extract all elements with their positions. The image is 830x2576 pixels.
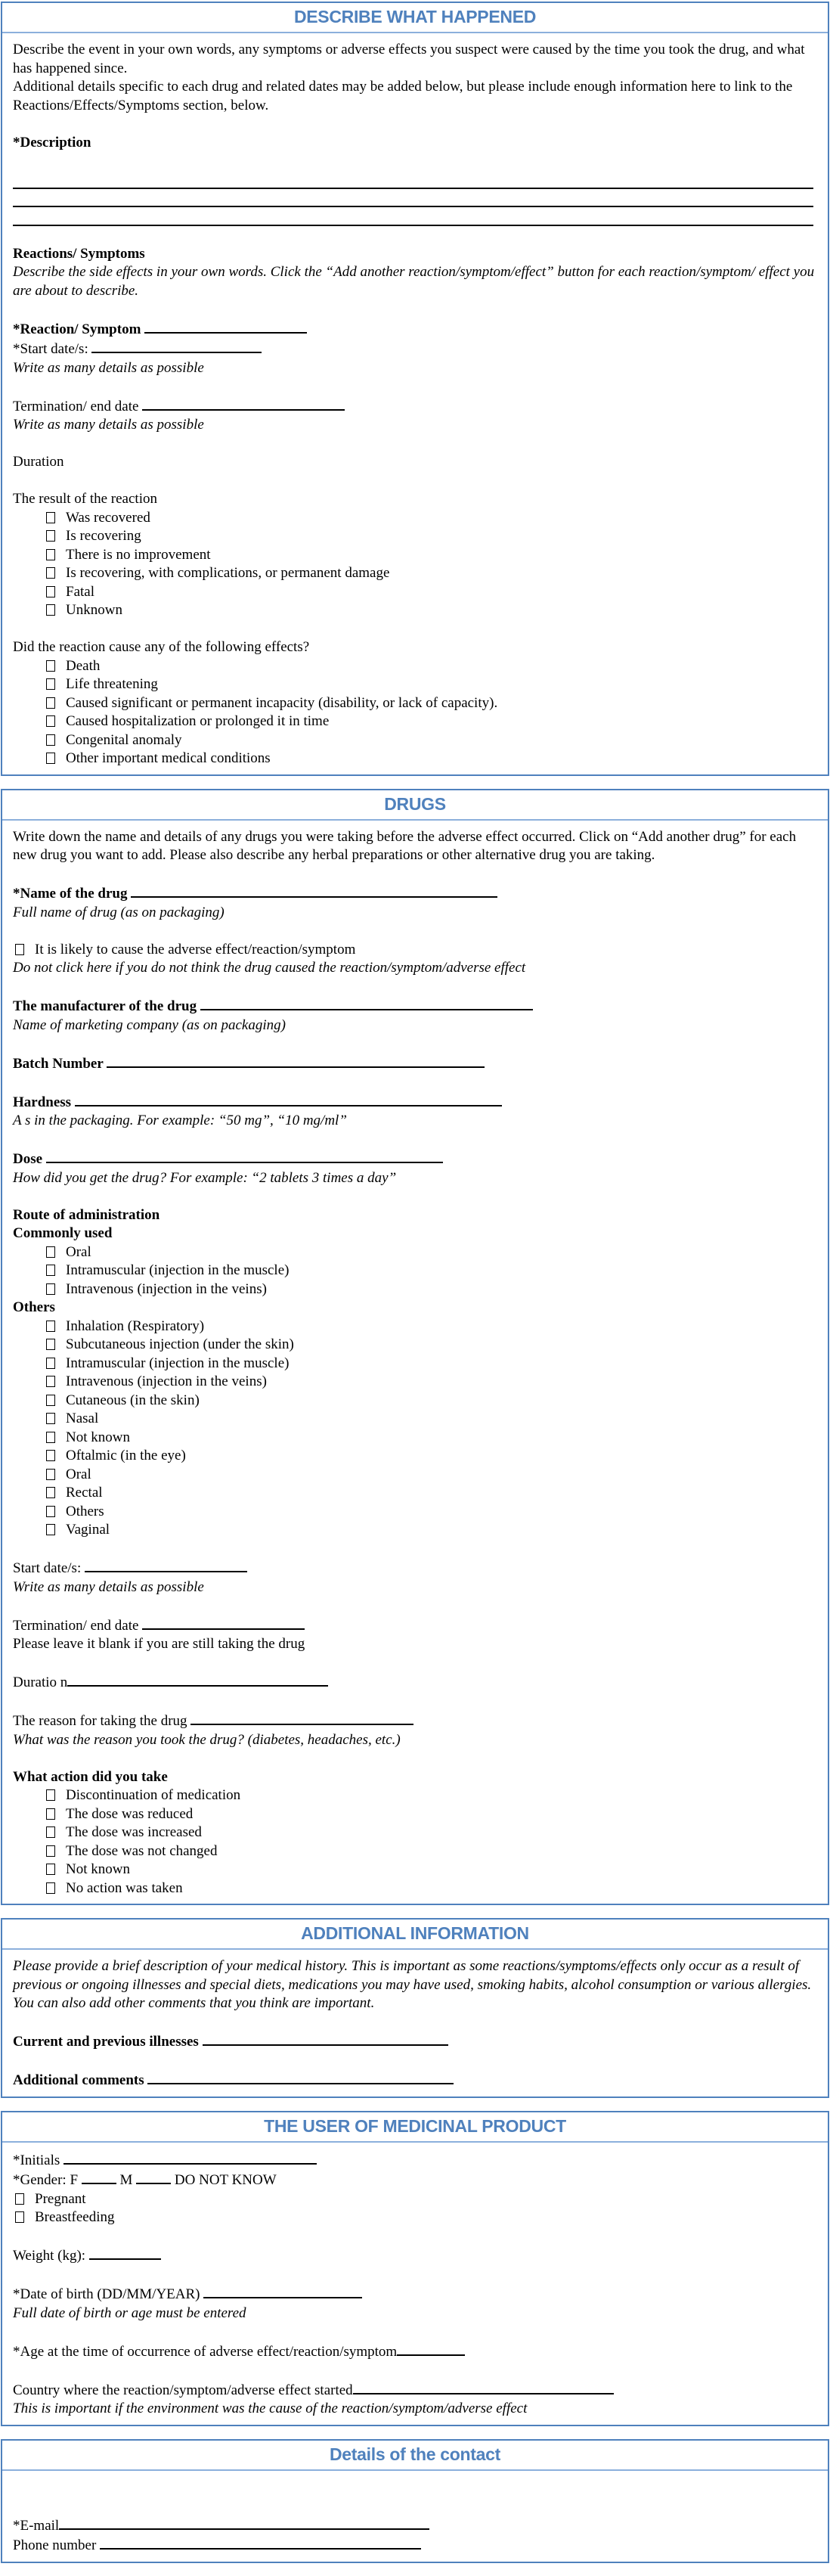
field-label: Duration <box>13 454 64 470</box>
checkbox-icon[interactable] <box>46 1413 55 1424</box>
form-line <box>13 416 817 435</box>
checkbox-label: Oral <box>66 1243 91 1260</box>
checkbox-label: Intramuscular (injection in the muscle) <box>66 1355 290 1371</box>
spacer <box>13 1187 817 1206</box>
form-line <box>13 2284 817 2304</box>
checkbox-row <box>46 731 817 750</box>
checkbox-row <box>46 1243 817 1262</box>
checkbox-icon[interactable] <box>46 1524 55 1535</box>
instruction-text <box>13 78 817 115</box>
field-label: Others <box>13 1299 55 1315</box>
checkbox-label: There is no improvement <box>66 546 211 563</box>
checkbox-row <box>46 1336 817 1355</box>
form-line <box>13 1558 817 1578</box>
checkbox-icon[interactable] <box>46 512 55 523</box>
answer-line[interactable] <box>13 171 813 189</box>
input-line[interactable] <box>107 1054 485 1068</box>
checkbox-row <box>46 1466 817 1485</box>
field-label: Phone number <box>13 2537 97 2553</box>
input-line[interactable] <box>397 2342 465 2356</box>
field-label: Hardness <box>13 1094 72 1110</box>
checkbox-icon[interactable] <box>46 1882 55 1894</box>
field-label: How did you get the drug? For example: “2 tablets 3 times a day” <box>13 1169 397 1186</box>
input-line[interactable] <box>67 1672 328 1687</box>
checkbox-label: Others <box>66 1503 104 1519</box>
checkbox-icon[interactable] <box>15 2193 24 2205</box>
checkbox-label: Is recovering, with complications, or permanent damage <box>66 565 390 581</box>
section-describe-what-happened <box>1 2 829 776</box>
spacer <box>13 620 817 639</box>
input-line[interactable] <box>100 2535 421 2550</box>
section-header-user-of-medicinal-product <box>2 2112 828 2143</box>
section-additional-information <box>1 1918 829 2098</box>
checkbox-label: Is recovering <box>66 528 141 544</box>
checkbox-icon[interactable] <box>46 1789 55 1801</box>
field-label: The manufacturer of the drug <box>13 998 197 1014</box>
field-label: Route of administration <box>13 1206 160 1223</box>
checkbox-icon[interactable] <box>46 1395 55 1406</box>
field-label: *E-mail <box>13 2517 60 2534</box>
form-line <box>13 2400 817 2419</box>
checkbox-label: The dose was increased <box>66 1824 202 1840</box>
input-line[interactable] <box>200 996 533 1010</box>
field-label: Batch Number <box>13 1055 104 1072</box>
form-line <box>13 2031 817 2052</box>
form-line <box>13 2515 817 2536</box>
checkbox-row <box>46 1484 817 1503</box>
form-line <box>13 2304 817 2323</box>
field-label: Country where the reaction/symptom/adverse effect started <box>13 2382 353 2398</box>
section-title: DRUGS <box>384 793 446 814</box>
form-line <box>13 1635 817 1654</box>
input-line[interactable] <box>89 2245 161 2260</box>
input-line[interactable] <box>63 2150 317 2165</box>
checkbox-label: Cutaneous (in the skin) <box>66 1392 200 1408</box>
checkbox-icon[interactable] <box>46 678 55 690</box>
field-label: Please leave it blank if you are still taking the drug <box>13 1636 305 1652</box>
field-label: Write as many details as possible <box>13 359 204 376</box>
checkbox-row <box>46 1262 817 1280</box>
checkbox-icon[interactable] <box>46 586 55 597</box>
field-label: Full name of drug (as on packaging) <box>13 904 225 920</box>
spacer <box>13 2052 817 2071</box>
form-line <box>13 453 817 472</box>
checkbox-row <box>46 527 817 546</box>
answer-line-row <box>13 171 817 190</box>
field-label: Write as many details as possible <box>13 417 204 433</box>
spacer <box>13 2323 817 2342</box>
checkbox-label: Fatal <box>66 583 94 600</box>
field-label: What was the reason you took the drug? (diabetes, headaches, etc.) <box>13 1731 401 1748</box>
spacer <box>13 1131 817 1150</box>
paragraph-text: Additional details specific to each drug and related dates may be added below, but please include enough information here to link to the Reactions/Effects/Symptoms section, below. <box>13 79 793 113</box>
form-line <box>13 1672 817 1693</box>
section-title: Details of the contact <box>330 2444 500 2464</box>
spacer <box>13 978 817 997</box>
form-line <box>13 396 817 417</box>
checkbox-row <box>46 750 817 768</box>
checkbox-row <box>46 601 817 620</box>
checkbox-row <box>46 509 817 528</box>
field-label: Do not click here if you do not think the drug caused the reaction/symptom/adverse effect <box>13 960 526 976</box>
field-label: Did the reaction cause any of the following effects? <box>13 639 310 655</box>
checkbox-icon[interactable] <box>46 1864 55 1875</box>
section-drugs <box>1 789 829 1906</box>
form-line <box>13 359 817 378</box>
checkbox-icon[interactable] <box>46 1321 55 1332</box>
input-line[interactable] <box>46 1149 443 1163</box>
checkbox-icon[interactable] <box>46 734 55 746</box>
checkbox-row <box>46 546 817 565</box>
checkbox-label: Caused hospitalization or prolonged it in time <box>66 713 330 729</box>
form-line <box>13 490 817 509</box>
field-label: *Initials <box>13 2152 60 2168</box>
field-label: *Start date/s: <box>13 341 88 357</box>
checkbox-icon[interactable] <box>15 2211 24 2223</box>
instruction-text <box>13 1957 817 2013</box>
instruction-text <box>13 263 817 300</box>
checkbox-row <box>46 1373 817 1392</box>
form-line <box>13 339 817 359</box>
checkbox-icon[interactable] <box>46 1469 55 1480</box>
checkbox-label: It is likely to cause the adverse effect/reaction/symptom <box>35 941 356 957</box>
field-label: This is important if the environment was the cause of the reaction/symptom/adverse effect <box>13 2401 528 2416</box>
checkbox-row <box>46 657 817 676</box>
field-label: The reason for taking the drug <box>13 1713 187 1729</box>
checkbox-row <box>46 583 817 602</box>
checkbox-row <box>15 941 817 960</box>
field-label: The result of the reaction <box>13 491 157 507</box>
checkbox-row <box>46 1842 817 1861</box>
checkbox-row <box>46 1429 817 1448</box>
form-line <box>13 996 817 1016</box>
form-line <box>13 319 817 340</box>
checkbox-icon[interactable] <box>46 1246 55 1258</box>
field-label: What action did you take <box>13 1768 168 1785</box>
form-line <box>13 904 817 923</box>
checkbox-label: The dose was not changed <box>66 1842 218 1859</box>
spacer <box>13 1749 817 1768</box>
section-user-of-medicinal-product <box>1 2111 829 2426</box>
section-details-of-the-contact <box>1 2439 829 2563</box>
field-label: *Description <box>13 134 91 151</box>
checkbox-label: Other important medical conditions <box>66 750 271 766</box>
checkbox-label: No action was taken <box>66 1879 183 1896</box>
form-line <box>13 2380 817 2401</box>
input-line[interactable] <box>190 1711 413 1725</box>
form-line <box>13 1112 817 1131</box>
input-line[interactable] <box>59 2515 429 2530</box>
spacer <box>13 1540 817 1559</box>
checkbox-icon[interactable] <box>46 715 55 727</box>
section-body-drugs <box>2 821 828 1904</box>
checkbox-label: Intravenous (injection in the veins) <box>66 1280 267 1297</box>
field-label: Current and previous illnesses <box>13 2034 199 2050</box>
form-line <box>13 1206 817 1225</box>
input-line[interactable] <box>136 2170 171 2184</box>
input-line[interactable] <box>142 1615 305 1630</box>
field-label: *Name of the drug <box>13 886 128 902</box>
section-header-drugs <box>2 790 828 821</box>
checkbox-label: Oral <box>66 1466 91 1482</box>
field-label: Weight (kg): <box>13 2248 86 2264</box>
spacer <box>13 1035 817 1054</box>
input-line[interactable] <box>353 2380 614 2394</box>
spacer <box>13 115 817 134</box>
section-header-details-of-the-contact <box>2 2441 828 2471</box>
form-line <box>13 1016 817 1035</box>
checkbox-label: Not known <box>66 1861 130 1877</box>
checkbox-row <box>46 1280 817 1299</box>
form-line <box>13 2150 817 2171</box>
checkbox-row <box>46 1503 817 1522</box>
form-line <box>13 1149 817 1169</box>
form-line <box>13 1169 817 1188</box>
field-label: *Gender: F <box>13 2172 79 2188</box>
section-header-describe-what-happened <box>2 3 828 33</box>
checkbox-icon[interactable] <box>46 1283 55 1295</box>
input-line[interactable] <box>85 1558 247 1572</box>
checkbox-row <box>46 1786 817 1805</box>
checkbox-row <box>46 675 817 694</box>
field-label: Reactions/ Symptoms <box>13 245 145 262</box>
checkbox-label: Inhalation (Respiratory) <box>66 1317 205 1334</box>
field-label: Name of marketing company (as on packaging) <box>13 1016 286 1033</box>
form-line <box>13 2245 817 2266</box>
checkbox-label: Caused significant or permanent incapacity (disability, or lack of capacity). <box>66 694 498 711</box>
input-line[interactable] <box>147 2070 454 2084</box>
checkbox-row <box>46 564 817 583</box>
spacer <box>13 2478 817 2497</box>
field-label: Full date of birth or age must be entered <box>13 2304 246 2321</box>
checkbox-icon[interactable] <box>46 1376 55 1387</box>
field-label: A s in the packaging. For example: “50 mg”, “10 mg/ml” <box>13 1113 347 1128</box>
checkbox-row <box>46 1317 817 1336</box>
spacer <box>13 2013 817 2032</box>
checkbox-icon[interactable] <box>46 549 55 560</box>
input-line[interactable] <box>203 2284 362 2298</box>
checkbox-label: Not known <box>66 1429 130 1445</box>
checkbox-label: Intramuscular (injection in the muscle) <box>66 1262 290 1278</box>
spacer <box>13 152 817 171</box>
section-body-details-of-the-contact <box>2 2471 828 2562</box>
field-label: Termination/ end date <box>13 1617 139 1634</box>
checkbox-label: Nasal <box>66 1411 99 1426</box>
field-label: Commonly used <box>13 1225 113 1241</box>
checkbox-icon[interactable] <box>46 1339 55 1350</box>
checkbox-icon[interactable] <box>46 660 55 672</box>
checkbox-label: Intravenous (injection in the veins) <box>66 1373 267 1389</box>
checkbox-icon[interactable] <box>46 753 55 764</box>
spacer <box>13 1693 817 1712</box>
form-line <box>13 134 817 153</box>
checkbox-row <box>46 1805 817 1824</box>
spacer <box>13 1654 817 1673</box>
checkbox-row <box>15 2208 817 2227</box>
spacer <box>13 377 817 396</box>
section-body-user-of-medicinal-product <box>2 2143 828 2425</box>
checkbox-icon[interactable] <box>46 697 55 709</box>
section-title: ADDITIONAL INFORMATION <box>301 1923 529 1943</box>
checkbox-icon[interactable] <box>46 567 55 579</box>
answer-line[interactable] <box>13 189 813 207</box>
checkbox-label: Subcutaneous injection (under the skin) <box>66 1336 294 1352</box>
form-line <box>13 1768 817 1787</box>
checkbox-icon[interactable] <box>46 1506 55 1517</box>
input-line[interactable] <box>91 339 262 353</box>
section-title: THE USER OF MEDICINAL PRODUCT <box>264 2115 566 2136</box>
form-line <box>13 2342 817 2362</box>
form-line <box>13 959 817 978</box>
input-line[interactable] <box>82 2170 116 2184</box>
section-body-describe-what-happened <box>2 33 828 774</box>
form-line <box>13 1578 817 1597</box>
field-label: *Date of birth (DD/MM/YEAR) <box>13 2286 200 2302</box>
answer-line[interactable] <box>13 208 813 226</box>
instruction-text <box>13 828 817 865</box>
checkbox-row <box>46 1392 817 1411</box>
field-label: *Reaction/ Symptom <box>13 321 141 337</box>
section-header-additional-information <box>2 1920 828 1950</box>
paragraph-text: Please provide a brief description of your medical history. This is important as some reactions/symptoms/effects only occur as a result of previous or ongoing illnesses and special diets, medications you may have used, smoking habits, alcohol consumption or various allergies. You can also add other comments that you think are important. <box>13 1958 812 2011</box>
answer-line-row <box>13 208 817 227</box>
checkbox-icon[interactable] <box>46 1487 55 1498</box>
input-line[interactable] <box>144 319 307 334</box>
form-line <box>13 1615 817 1636</box>
spacer <box>13 2497 817 2515</box>
checkbox-icon[interactable] <box>46 1845 55 1857</box>
checkbox-row <box>46 712 817 731</box>
form-line <box>13 1054 817 1074</box>
spacer <box>13 922 817 941</box>
form-line <box>13 638 817 657</box>
field-label: Write as many details as possible <box>13 1578 204 1595</box>
checkbox-icon[interactable] <box>46 530 55 542</box>
answer-line-row <box>13 189 817 208</box>
spacer <box>13 472 817 491</box>
spacer <box>13 300 817 319</box>
checkbox-icon[interactable] <box>46 1808 55 1820</box>
input-line[interactable] <box>131 883 497 898</box>
form-line <box>13 245 817 264</box>
form-line <box>13 883 817 904</box>
checkbox-row <box>46 694 817 713</box>
checkbox-row <box>46 1879 817 1898</box>
checkbox-row <box>46 1861 817 1879</box>
checkbox-row <box>46 1355 817 1373</box>
checkbox-icon[interactable] <box>15 944 24 955</box>
paragraph-text: Describe the event in your own words, any symptoms or adverse effects you suspect were caused by the time you took the drug, and what has happened since. <box>13 42 805 76</box>
form-line <box>13 1711 817 1731</box>
input-line[interactable] <box>142 396 345 411</box>
checkbox-row <box>46 1823 817 1842</box>
checkbox-icon[interactable] <box>46 1265 55 1276</box>
form-line <box>13 2535 817 2556</box>
checkbox-row <box>46 1447 817 1466</box>
form-line <box>13 2070 817 2090</box>
form-line <box>13 1731 817 1750</box>
checkbox-label: Breastfeeding <box>35 2209 115 2225</box>
checkbox-icon[interactable] <box>46 604 55 616</box>
spacer <box>13 1073 817 1092</box>
checkbox-label: Vaginal <box>66 1522 110 1538</box>
input-line[interactable] <box>75 1092 502 1106</box>
checkbox-icon[interactable] <box>46 1358 55 1369</box>
field-label: *Age at the time of occurrence of adverse effect/reaction/symptom <box>13 2343 398 2360</box>
checkbox-label: Oftalmic (in the eye) <box>66 1448 186 1463</box>
checkbox-label: Discontinuation of medication <box>66 1787 241 1803</box>
field-label: M <box>119 2172 133 2188</box>
spacer <box>13 435 817 454</box>
checkbox-label: Was recovered <box>66 509 150 526</box>
input-line[interactable] <box>203 2031 448 2046</box>
checkbox-row <box>46 1521 817 1540</box>
paragraph-text: Describe the side effects in your own words. Click the “Add another reaction/symptom/effect” button for each reaction/symptom/ effect you are about to describe. <box>13 264 815 299</box>
field-label: Start date/s: <box>13 1560 82 1576</box>
spacer <box>13 2227 817 2246</box>
spacer <box>13 2361 817 2380</box>
instruction-text <box>13 41 817 78</box>
checkbox-icon[interactable] <box>46 1432 55 1443</box>
checkbox-label: Rectal <box>66 1485 103 1501</box>
form-line <box>13 2170 817 2190</box>
spacer <box>13 1597 817 1615</box>
field-label: DO NOT KNOW <box>174 2172 277 2188</box>
checkbox-row <box>46 1410 817 1429</box>
form-line <box>13 1299 817 1317</box>
section-title: DESCRIBE WHAT HAPPENED <box>293 7 537 26</box>
checkbox-label: The dose was reduced <box>66 1805 194 1822</box>
checkbox-label: Pregnant <box>35 2190 86 2207</box>
checkbox-label: Life threatening <box>66 676 158 692</box>
checkbox-row <box>15 2190 817 2209</box>
checkbox-icon[interactable] <box>46 1450 55 1461</box>
spacer <box>13 226 817 245</box>
form-line <box>13 1092 817 1113</box>
field-label: Dose <box>13 1151 43 1167</box>
field-label: Termination/ end date <box>13 398 139 414</box>
checkbox-label: Congenital anomaly <box>66 731 182 748</box>
checkbox-label: Unknown <box>66 602 122 618</box>
spacer <box>13 2266 817 2285</box>
form-line <box>13 1224 817 1243</box>
field-label: Additional comments <box>13 2072 144 2088</box>
checkbox-label: Death <box>66 657 101 674</box>
section-body-additional-information <box>2 1950 828 2096</box>
checkbox-icon[interactable] <box>46 1826 55 1838</box>
spacer <box>13 865 817 884</box>
paragraph-text: Write down the name and details of any drugs you were taking before the adverse effect occurred. Click on “Add another drug” for each new drug you want to add. Please also describe any herbal preparations or other alternative drug you are taking. <box>13 828 797 863</box>
field-label: Duratio n <box>13 1674 68 1690</box>
